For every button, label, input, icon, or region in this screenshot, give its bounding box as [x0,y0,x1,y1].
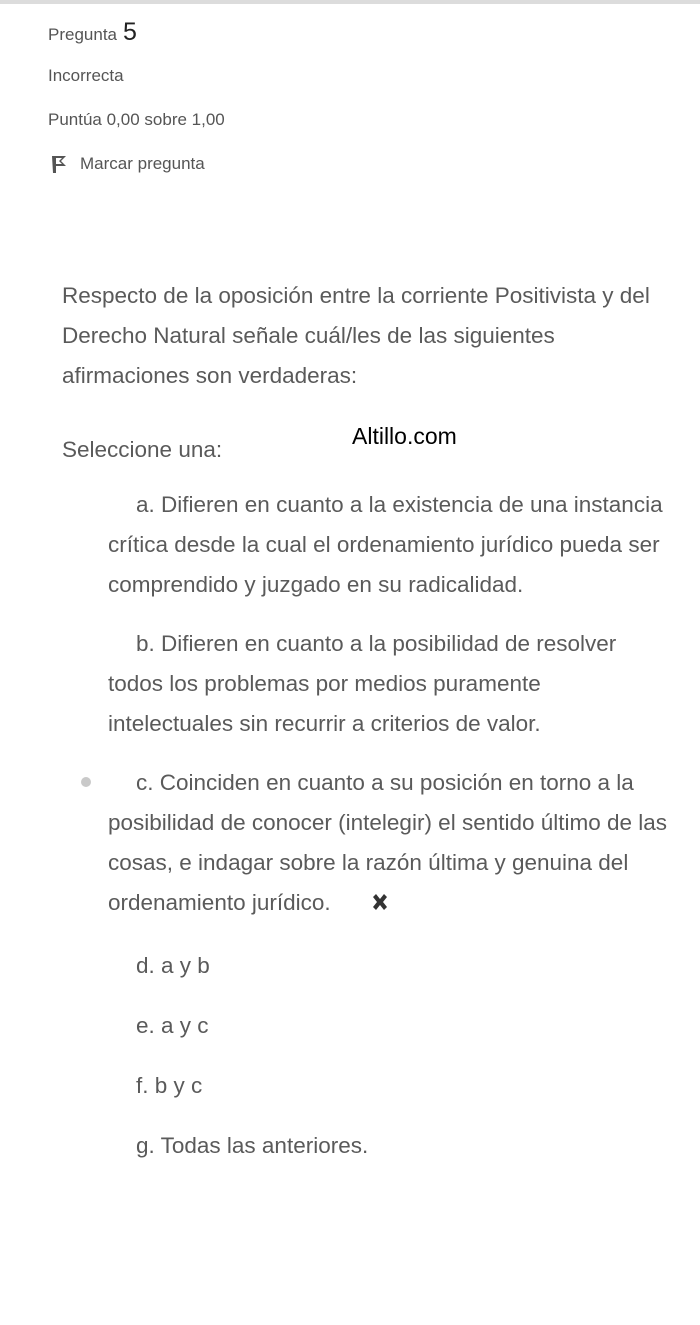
flag-question-label: Marcar pregunta [80,154,205,173]
answer-option-text: e. a y c [136,1013,209,1038]
answer-option-c[interactable] [108,763,668,926]
answer-option-d[interactable] [108,946,668,986]
incorrect-x-icon [341,886,391,926]
question-number-line [48,18,348,52]
question-number: 5 [123,18,137,46]
question-grade: Puntúa 0,00 sobre 1,00 [48,110,225,129]
question-state: Incorrecta [48,66,124,85]
select-prompt: Seleccione una: [62,437,223,462]
answer-option-text: a. Difieren en cuanto a la existencia de una instancia crítica desde la cual el ordenamiento jurídico pueda ser comprendido y juzgado en su radicalidad. [108,492,663,597]
flag-question-button[interactable] [48,153,348,175]
answer-option-b[interactable] [108,624,668,744]
top-border [0,0,700,4]
answer-option-text: d. a y b [136,953,210,978]
question-text: Respecto de la oposición entre la corriente Positivista y del Derecho Natural señale cuál/les de las siguientes afirmaciones son verdaderas: [62,283,650,388]
answer-list [108,485,668,1186]
answer-option-text [108,763,668,926]
answer-option-text: g. Todas las anteriores. [136,1133,369,1158]
answer-option-f[interactable] [108,1066,668,1106]
answer-option-a[interactable] [108,485,668,605]
question-label: Pregunta [48,25,117,44]
answer-option-g[interactable] [108,1126,668,1166]
flag-icon [48,153,70,175]
radio-selected-icon[interactable] [81,777,91,787]
answer-option-c-text: c. Coinciden en cuanto a su posición en torno a la posibilidad de conocer (intelegir) el sentido último de las cosas, e indagar sobre la razón última y genuina del ordenamiento jurídico. [108,770,668,915]
answer-option-text: f. b y c [136,1073,203,1098]
answer-option-e[interactable] [108,1006,668,1046]
answer-option-text: b. Difieren en cuanto a la posibilidad de resolver todos los problemas por medios puramente intelectuales sin recurrir a criterios de valor. [108,631,617,736]
question-info [48,18,348,175]
watermark: Altillo.com [352,423,457,449]
